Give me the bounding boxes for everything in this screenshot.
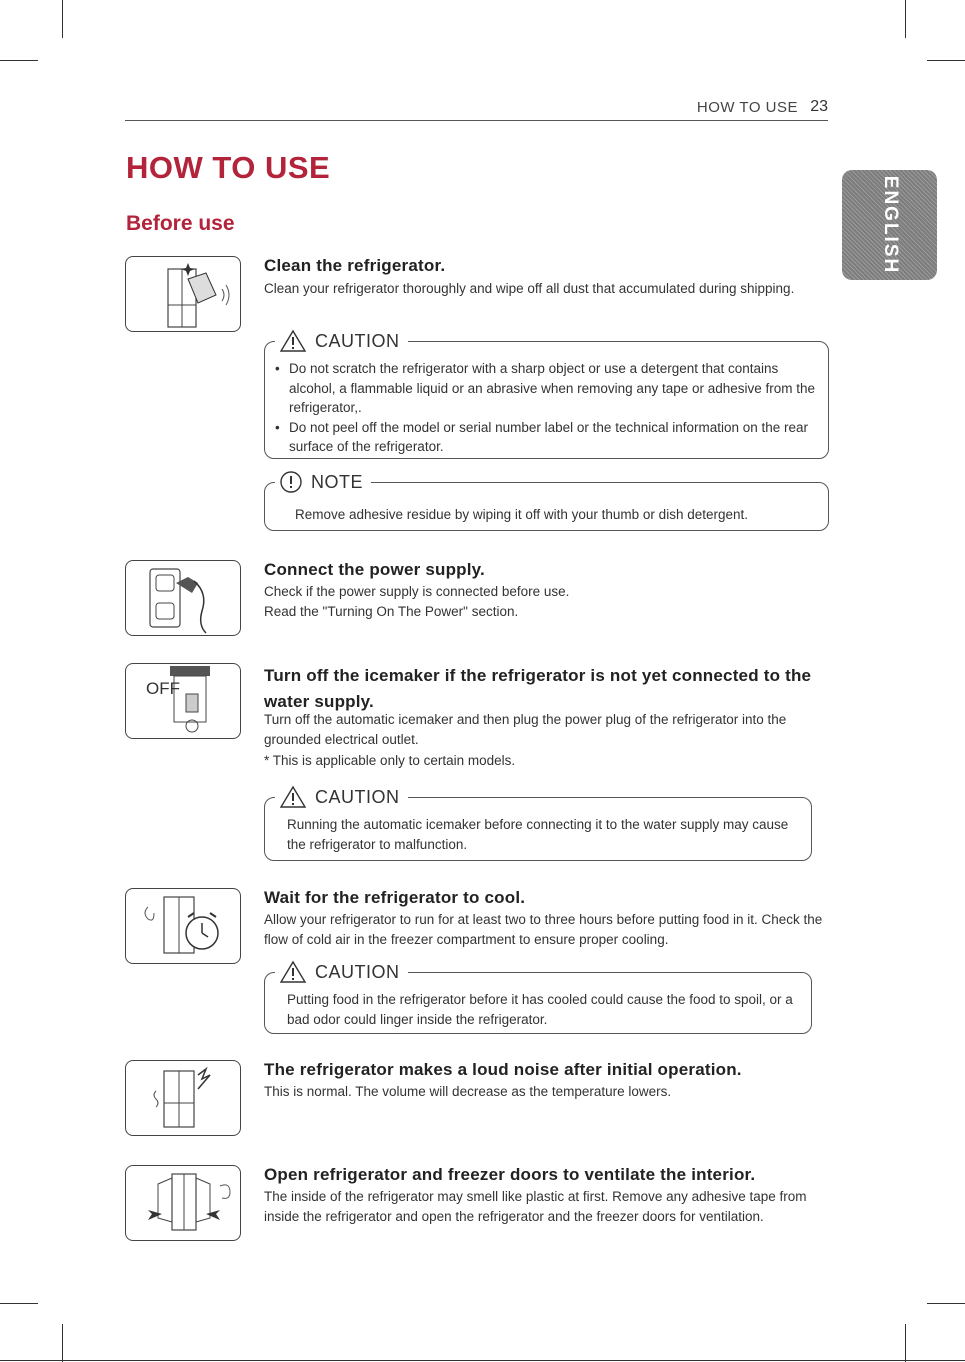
power-plug-icon [126,561,240,635]
section-body [264,1082,824,1102]
section-title: Open refrigerator and freezer doors to ventilate the interior. [264,1165,756,1184]
section-title: Connect the power supply. [264,560,485,579]
section-paragraph: Turn off the automatic icemaker and then plug the power plug of the refrigerator into the grounded electrical outlet. [264,712,787,747]
section-body [264,279,824,299]
section-title [264,663,811,715]
exclamation-circle-icon [279,470,303,494]
page-number: 23 [810,98,828,115]
bottom-rule [0,1360,965,1361]
caution-label [275,329,408,353]
caution-box [264,786,812,861]
section-body [264,910,824,949]
crop-mark [927,1303,965,1304]
caution-body: Putting food in the refrigerator before it has cooled could cause the food to spoil, or a bad odor could linger inside the refrigerator. [287,992,793,1027]
caution-label [275,960,408,984]
crop-mark [0,60,38,61]
section-paragraph: This is normal. The volume will decrease as the temperature lowers. [264,1084,672,1099]
crop-mark [905,1324,906,1362]
section-paragraph: Check if the power supply is connected before use. [264,584,570,599]
off-label: OFF [146,679,180,698]
running-header [125,98,828,121]
language-tab [842,170,937,280]
section-body [264,1187,824,1226]
caution-item: • Do not peel off the model or serial number label or the technical information on the rear surface of the refrigerator. [273,418,816,457]
noise-icon [126,1061,240,1135]
crop-mark [905,0,906,38]
cleaning-cloth-icon [126,257,240,331]
caution-body [273,359,816,457]
section-title: Wait for the refrigerator to cool. [264,888,526,907]
caution-label [275,785,408,809]
section-paragraph: The inside of the refrigerator may smell like plastic at first. Remove any adhesive tape from inside the refrigerator and open the refrigerator and the freezer doors for ventilation. [264,1189,807,1224]
warning-triangle-icon [279,960,307,984]
crop-mark [62,1324,63,1362]
section-paragraph: * This is applicable only to certain models. [264,753,516,768]
crop-mark [927,60,965,61]
section-title: Clean the refrigerator. [264,256,446,275]
section-title: The refrigerator makes a loud noise after initial operation. [264,1060,742,1079]
cooling-illustration [125,888,241,964]
caution-item: • Do not scratch the refrigerator with a sharp object or use a detergent that contains alcohol, a flammable liquid or an abrasive when removing any tape or adhesive from the refrigerator,. [273,359,816,418]
section-paragraph: Read the "Turning On The Power" section. [264,603,519,619]
crop-mark [0,1303,38,1304]
note-body: Remove adhesive residue by wiping it off with your thumb or dish detergent. [295,507,748,522]
section-paragraph: Allow your refrigerator to run for at least two to three hours before putting food in it. Check the flow of cold air in the freezer compartment to ensure proper cooling. [264,912,823,947]
section-title-line: Turn off the icemaker if the refrigerator is not yet connected to the [264,666,812,685]
note-label [275,470,371,494]
section-title-line: water supply. [264,692,374,711]
power-illustration [125,560,241,636]
language-tab-label: ENGLISH [879,175,901,275]
caution-body: Running the automatic icemaker before connecting it to the water supply may cause the refrigerator to malfunction. [287,817,789,852]
page-title: HOW TO USE [126,150,331,185]
caution-text: CAUTION [315,330,400,351]
running-header-section: HOW TO USE [696,99,798,116]
note-box [264,471,829,531]
caution-text: CAUTION [315,961,400,982]
note-text: NOTE [311,471,364,492]
ventilation-illustration [125,1165,241,1241]
warning-triangle-icon [279,785,307,809]
icemaker-illustration [125,663,241,739]
section-body [264,582,824,621]
section-paragraph: Clean your refrigerator thoroughly and wipe off all dust that accumulated during shipping. [264,281,795,296]
ventilation-icon [126,1166,240,1240]
caution-text: CAUTION [315,786,400,807]
section-subtitle: Before use [126,212,235,235]
noise-illustration [125,1060,241,1136]
section-body [264,710,824,771]
caution-box [264,330,829,459]
icemaker-switch-icon [126,664,240,738]
alarm-clock-icon [126,889,240,963]
clean-illustration [125,256,241,332]
caution-box [264,961,812,1034]
crop-mark [62,0,63,38]
warning-triangle-icon [279,329,307,353]
